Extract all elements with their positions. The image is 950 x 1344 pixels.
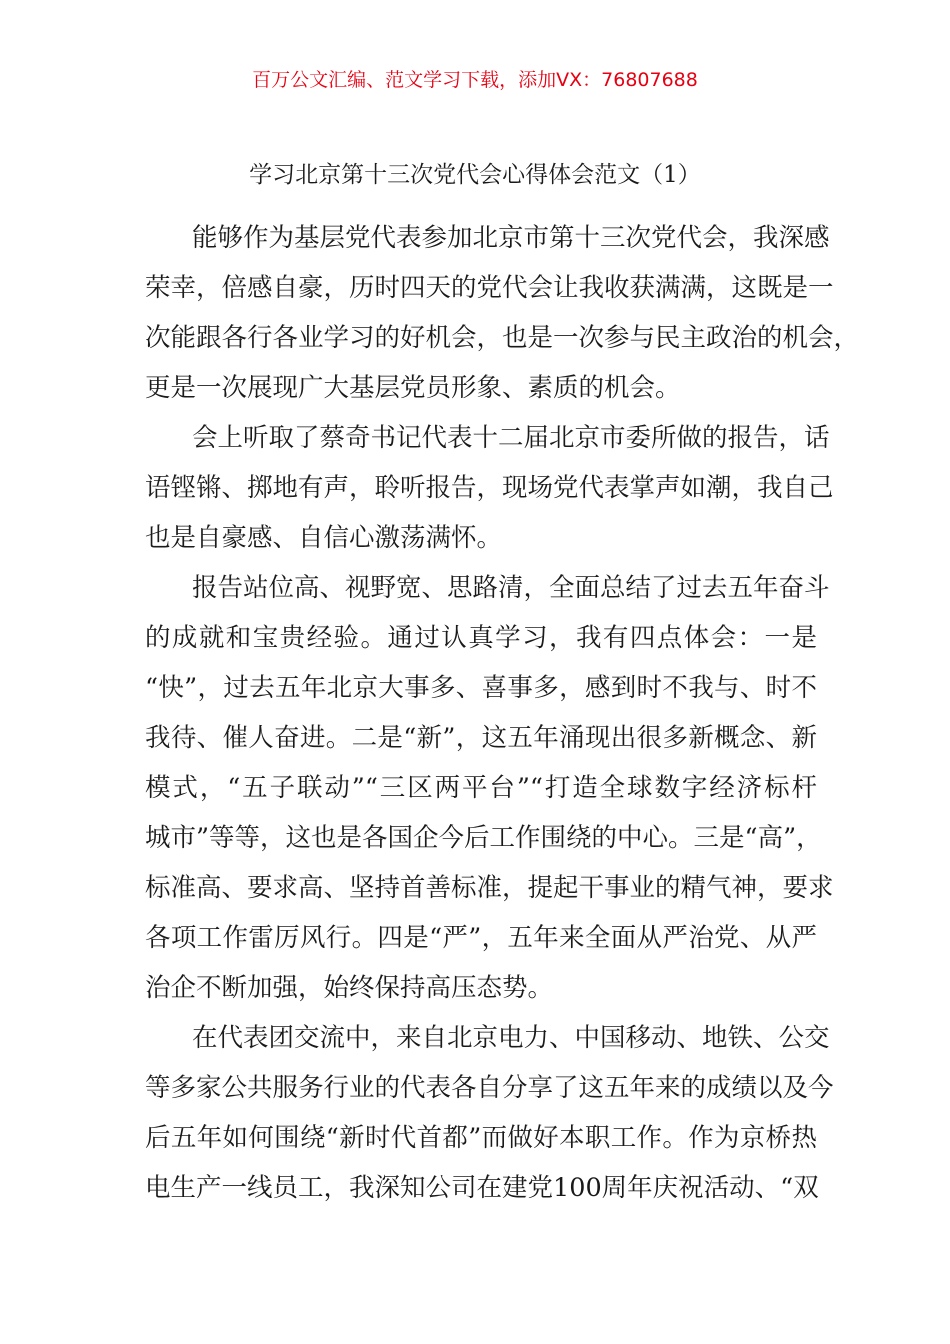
paragraph-1-line-3: 次能跟各行各业学习的好机会，也是一次参与民主政治的机会， xyxy=(145,323,860,353)
paragraph-3-line-4: 我待、催人奋进。二是“新”，这五年涌现出很多新概念、新 xyxy=(145,723,817,753)
paragraph-3-line-8: 各项工作雷厉风行。四是“严”，五年来全面从严治党、从严 xyxy=(145,923,817,953)
paragraph-1-line-1: 能够作为基层党代表参加北京市第十三次党代会，我深感 xyxy=(192,223,830,253)
paragraph-2-line-2: 语铿锵、掷地有声，聆听报告，现场党代表掌声如潮，我自己 xyxy=(145,473,834,503)
paragraph-4-line-4: 电生产一线员工，我深知公司在建党100周年庆祝活动、“双 xyxy=(145,1173,819,1203)
document-title: 学习北京第十三次党代会心得体会范文（1） xyxy=(249,162,701,188)
paragraph-2-line-3: 也是自豪感、自信心激荡满怀。 xyxy=(145,523,503,553)
paragraph-3-line-3: “快”，过去五年北京大事多、喜事多，感到时不我与、时不 xyxy=(145,673,817,703)
paragraph-2-line-1: 会上听取了蔡奇书记代表十二届北京市委所做的报告，话 xyxy=(192,423,830,453)
watermark-header: 百万公文汇编、范文学习下载，添加VX：76807688 xyxy=(252,69,698,91)
paragraph-4-line-1: 在代表团交流中，来自北京电力、中国移动、地铁、公交 xyxy=(192,1023,830,1053)
paragraph-3-line-7: 标准高、要求高、坚持首善标准，提起干事业的精气神，要求 xyxy=(145,873,834,903)
paragraph-3-line-1: 报告站位高、视野宽、思路清，全面总结了过去五年奋斗 xyxy=(192,573,830,603)
paragraph-3-line-9: 治企不断加强，始终保持高压态势。 xyxy=(145,973,554,1003)
paragraph-1-line-2: 荣幸，倍感自豪，历时四天的党代会让我收获满满，这既是一 xyxy=(145,273,834,303)
paragraph-4-line-3: 后五年如何围绕“新时代首都”而做好本职工作。作为京桥热 xyxy=(145,1123,817,1153)
paragraph-3-line-5: 模式，“五子联动”“三区两平台”“打造全球数字经济标杆 xyxy=(145,773,817,803)
paragraph-4-line-2: 等多家公共服务行业的代表各自分享了这五年来的成绩以及今 xyxy=(145,1073,834,1103)
paragraph-3-line-2: 的成就和宝贵经验。通过认真学习，我有四点体会：一是 xyxy=(145,623,817,653)
paragraph-1-line-4: 更是一次展现广大基层党员形象、素质的机会。 xyxy=(145,373,681,403)
paragraph-3-line-6: 城市”等等，这也是各国企今后工作围绕的中心。三是“高”， xyxy=(145,823,822,853)
